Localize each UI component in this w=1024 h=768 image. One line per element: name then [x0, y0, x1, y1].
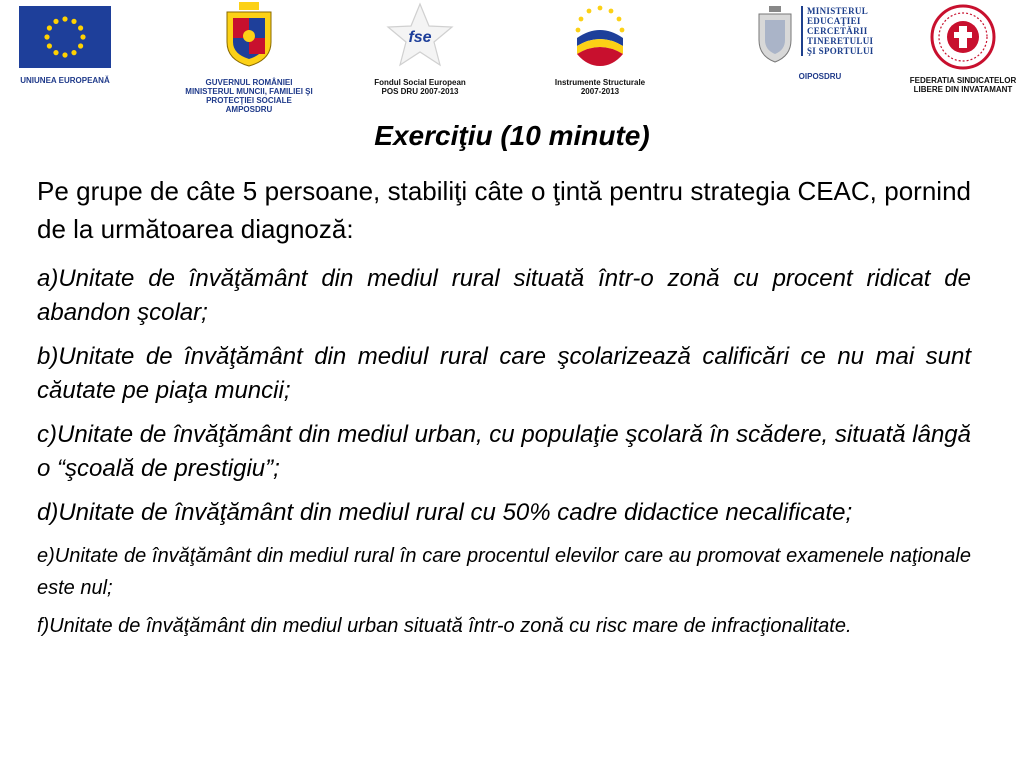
eu-logo: [10, 0, 120, 85]
list-item: a)Unitate de învăţământ din mediul rural situată într-o zonă cu procent ridicat de abandon şcolar;: [37, 265, 971, 326]
list-item: b)Unitate de învăţământ din mediul rural care şcolarizează calificări ce nu mai sunt căutate pe piaţa muncii;: [37, 343, 971, 404]
gov-caption: GUVERNUL ROMÂNIEI MINISTERUL MUNCII, FAMILIEI ŞI PROTECŢIEI SOCIALE AMPOSDRU: [185, 78, 313, 114]
federation-caption: FEDERATIA SINDICATELOR LIBERE DIN INVATAMANT: [909, 76, 1017, 94]
is-caption: Instrumente Structurale 2007-2013: [554, 78, 646, 96]
list-item: c)Unitate de învăţământ din mediul urban, cu populaţie şcolară în scădere, situată lângă o “şcoală de prestigiu”;: [37, 421, 971, 482]
fse-star-icon: [385, 2, 455, 68]
diagnosis-list: [37, 262, 971, 648]
fse-caption: Fondul Social European POS DRU 2007-2013: [374, 78, 466, 96]
oiposdru-caption: OIPOSDRU: [798, 72, 842, 81]
eu-flag-icon: [19, 6, 111, 68]
fse-logo-text: fse: [408, 29, 432, 46]
gov-logo: [168, 0, 330, 114]
structural-instruments-icon: [563, 2, 637, 68]
federation-logo: [908, 0, 1018, 94]
federation-seal-icon: [930, 4, 996, 70]
coat-of-arms-icon: [221, 2, 277, 68]
ministry-crest-icon: [755, 6, 795, 64]
slide-title: Exerciţiu (10 minute): [374, 120, 650, 151]
slide-intro: Pe grupe de câte 5 persoane, stabiliţi câte o ţintă pentru strategia CEAC, pornind de la următoarea diagnoză:: [37, 176, 971, 244]
list-item: e)Unitate de învăţământ din mediul rural în care procentul elevilor care au promovat examenele naţionale este nul;: [37, 545, 971, 599]
list-item: d)Unitate de învăţământ din mediul rural cu 50% cadre didactice necalificate;: [37, 499, 853, 526]
is-logo: [540, 0, 660, 96]
fse-logo: [360, 0, 480, 96]
eu-caption: UNIUNEA EUROPEANĂ: [20, 76, 110, 85]
list-item: f)Unitate de învăţământ din mediul urban situată într-o zonă cu risc mare de infracţionalitate.: [37, 615, 852, 637]
ministry-logo: MINISTERUL EDUCAŢIEI CERCETĂRII TINERETULUI ŞI SPORTULUI OIPOSDRU: [755, 0, 885, 81]
